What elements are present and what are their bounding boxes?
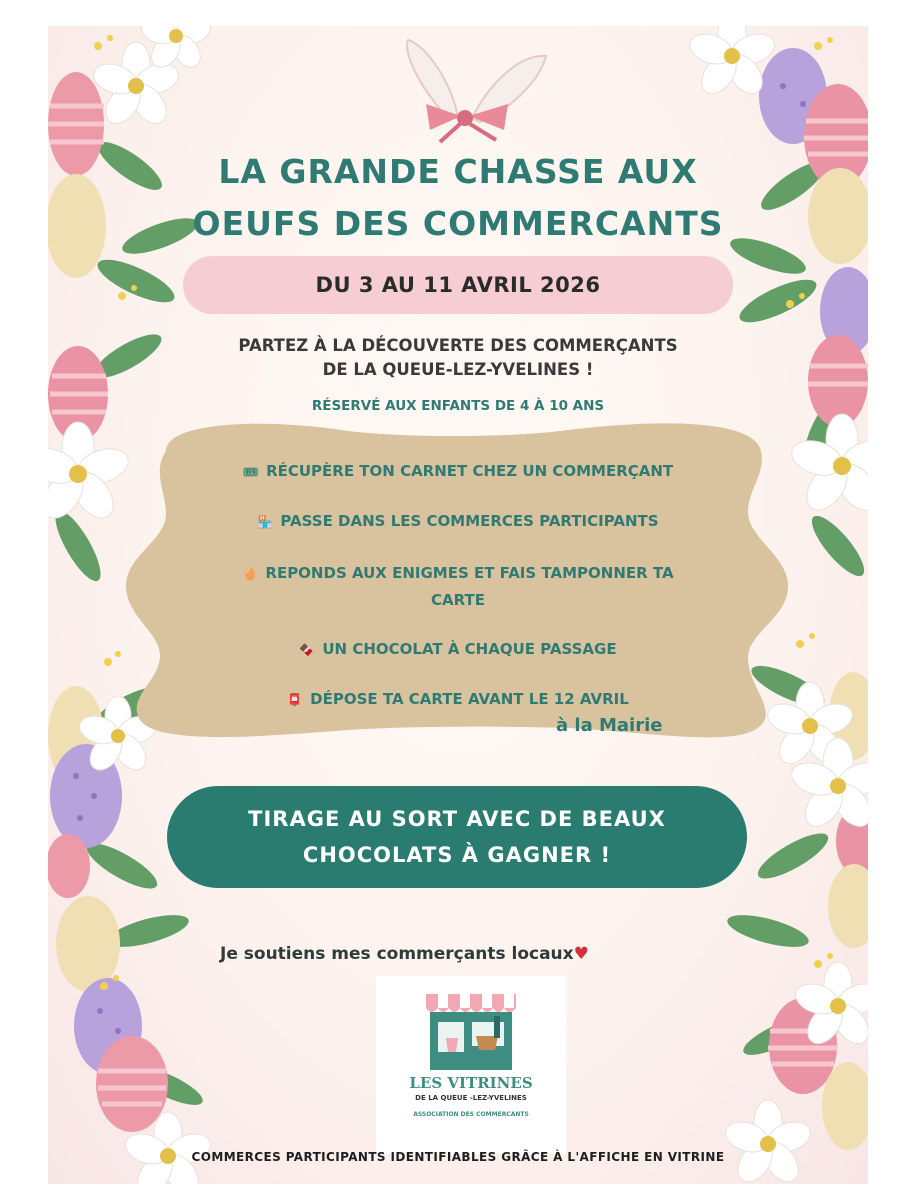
step-4 (198, 636, 718, 663)
store-icon: 🏪 (257, 514, 273, 529)
step-5-text: DÉPOSE TA CARTE AVANT LE 12 AVRIL (310, 690, 629, 708)
logo-subtitle: DE LA QUEUE -LEZ-YVELINES (415, 1094, 527, 1102)
support-text: Je soutiens mes commerçants locaux (220, 944, 574, 964)
logo-title: LES VITRINES (409, 1074, 533, 1092)
postbox-icon: 📮 (287, 692, 303, 707)
step-1-text: RÉCUPÈRE TON CARNET CHEZ UN COMMERÇANT (266, 462, 674, 480)
easter-poster (48, 26, 868, 1184)
draw-line-1: TIRAGE AU SORT AVEC DE BEAUX (248, 807, 666, 831)
prize-draw-banner (167, 786, 747, 888)
intro-line-2: DE LA QUEUE-LEZ-YVELINES ! (322, 360, 594, 379)
footer-note: COMMERCES PARTICIPANTS IDENTIFIABLES GRÂCE À L'AFFICHE EN VITRINE (191, 1150, 725, 1164)
logo-association: ASSOCIATION DES COMMERCANTS (413, 1111, 529, 1118)
step-2 (198, 508, 718, 535)
title-line-1: LA GRANDE CHASSE AUX (218, 152, 698, 191)
ticket-icon: 🎟 (242, 464, 259, 479)
egg-icon: 🥚 (242, 566, 258, 581)
intro-text (48, 334, 868, 382)
vitrines-logo (376, 976, 566, 1154)
date-banner (183, 256, 733, 314)
title-line-2: OEUFS DES COMMERCANTS (192, 204, 724, 243)
step-4-text: UN CHOCOLAT À CHAQUE PASSAGE (322, 640, 617, 658)
support-slogan (220, 944, 589, 964)
step-3 (238, 560, 678, 613)
heart-icon: ♥ (573, 944, 589, 964)
step-5 (198, 686, 718, 713)
date-text: DU 3 AU 11 AVRIL 2026 (315, 273, 601, 297)
shop-awning-icon (376, 976, 566, 1154)
intro-line-1: PARTEZ À LA DÉCOUVERTE DES COMMERÇANTS (238, 336, 678, 355)
draw-line-2: CHOCOLATS À GAGNER ! (302, 843, 612, 867)
mairie-note: à la Mairie (556, 715, 663, 736)
bunny-ears-bow-icon (407, 40, 546, 142)
age-restriction: RÉSERVÉ AUX ENFANTS DE 4 À 10 ANS (311, 398, 605, 414)
step-3-text: REPONDS AUX ENIGMES ET FAIS TAMPONNER TA CARTE (265, 564, 674, 609)
step-2-text: PASSE DANS LES COMMERCES PARTICIPANTS (280, 512, 659, 530)
step-1 (198, 458, 718, 485)
poster-title (48, 146, 868, 250)
chocolate-icon: 🍫 (299, 642, 315, 657)
